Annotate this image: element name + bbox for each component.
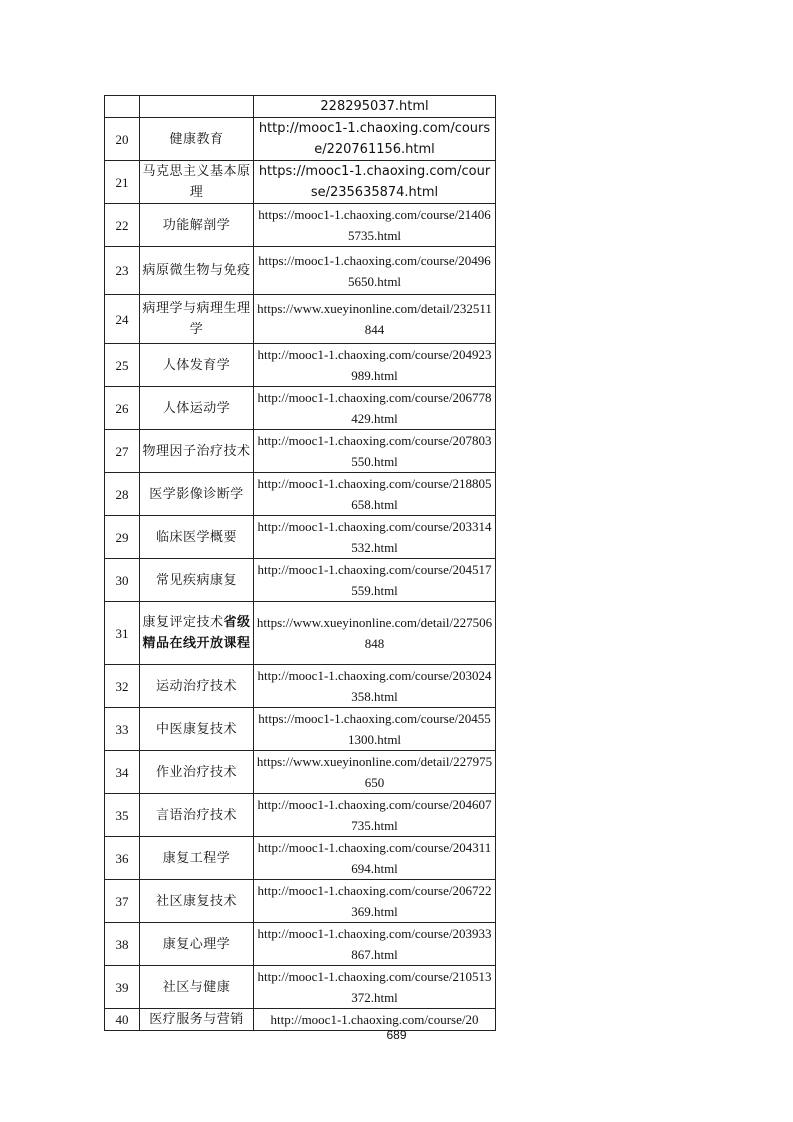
table-row xyxy=(105,923,496,966)
row-number: 38 xyxy=(105,923,140,966)
table-row xyxy=(105,751,496,794)
course-url: https://mooc1-1.chaoxing.com/course/214065735.html xyxy=(254,204,496,247)
row-number: 32 xyxy=(105,665,140,708)
table-row xyxy=(105,473,496,516)
course-name: 言语治疗技术 xyxy=(140,794,254,837)
table-row xyxy=(105,665,496,708)
page-number: 689 xyxy=(386,1028,407,1042)
row-number: 25 xyxy=(105,344,140,387)
course-url: https://www.xueyinonline.com/detail/227975650 xyxy=(254,751,496,794)
row-number: 34 xyxy=(105,751,140,794)
course-table xyxy=(104,95,496,1031)
row-number: 39 xyxy=(105,966,140,1009)
course-name: 临床医学概要 xyxy=(140,516,254,559)
course-name-bold: 省级精品在线开放课程 xyxy=(142,615,251,651)
course-name: 运动治疗技术 xyxy=(140,665,254,708)
course-url: https://www.xueyinonline.com/detail/227506848 xyxy=(254,602,496,665)
row-number: 37 xyxy=(105,880,140,923)
course-name: 人体发育学 xyxy=(140,344,254,387)
course-url: http://mooc1-1.chaoxing.com/course/210513372.html xyxy=(254,966,496,1009)
course-url: 228295037.html xyxy=(254,96,496,118)
course-name: 物理因子治疗技术 xyxy=(140,430,254,473)
course-name: 健康教育 xyxy=(140,118,254,161)
row-number: 40 xyxy=(105,1009,140,1031)
table-row xyxy=(105,966,496,1009)
course-name: 功能解剖学 xyxy=(140,204,254,247)
course-url: http://mooc1-1.chaoxing.com/course/207803550.html xyxy=(254,430,496,473)
table-row xyxy=(105,880,496,923)
course-name: 医疗服务与营销 xyxy=(140,1009,254,1031)
course-url: http://mooc1-1.chaoxing.com/course/204607735.html xyxy=(254,794,496,837)
row-number: 26 xyxy=(105,387,140,430)
table-row xyxy=(105,161,496,204)
row-number: 23 xyxy=(105,247,140,295)
course-url: http://mooc1-1.chaoxing.com/course/204311694.html xyxy=(254,837,496,880)
row-number: 22 xyxy=(105,204,140,247)
table-row xyxy=(105,118,496,161)
course-url: https://mooc1-1.chaoxing.com/course/235635874.html xyxy=(254,161,496,204)
row-number: 27 xyxy=(105,430,140,473)
course-url: https://www.xueyinonline.com/detail/232511844 xyxy=(254,295,496,344)
table-row xyxy=(105,708,496,751)
row-number: 29 xyxy=(105,516,140,559)
course-name: 康复心理学 xyxy=(140,923,254,966)
row-number: 36 xyxy=(105,837,140,880)
course-name: 马克思主义基本原理 xyxy=(140,161,254,204)
row-number xyxy=(105,96,140,118)
course-url: http://mooc1-1.chaoxing.com/course/218805658.html xyxy=(254,473,496,516)
row-number: 30 xyxy=(105,559,140,602)
course-url: https://mooc1-1.chaoxing.com/course/204965650.html xyxy=(254,247,496,295)
table-row xyxy=(105,204,496,247)
course-name xyxy=(140,96,254,118)
course-name: 常见疾病康复 xyxy=(140,559,254,602)
course-url: http://mooc1-1.chaoxing.com/course/203314532.html xyxy=(254,516,496,559)
course-name: 医学影像诊断学 xyxy=(140,473,254,516)
course-url: https://mooc1-1.chaoxing.com/course/204551300.html xyxy=(254,708,496,751)
table-row xyxy=(105,387,496,430)
row-number: 21 xyxy=(105,161,140,204)
course-name-plain: 康复评定技术 xyxy=(142,615,224,630)
course-name: 社区与健康 xyxy=(140,966,254,1009)
table-row xyxy=(105,247,496,295)
table-row xyxy=(105,295,496,344)
course-url: http://mooc1-1.chaoxing.com/course/206722369.html xyxy=(254,880,496,923)
course-name: 病理学与病理生理学 xyxy=(140,295,254,344)
course-name: 社区康复技术 xyxy=(140,880,254,923)
table-row xyxy=(105,344,496,387)
table-row xyxy=(105,559,496,602)
table-row xyxy=(105,516,496,559)
row-number: 20 xyxy=(105,118,140,161)
course-name: 中医康复技术 xyxy=(140,708,254,751)
course-url: http://mooc1-1.chaoxing.com/course/204517559.html xyxy=(254,559,496,602)
course-url: http://mooc1-1.chaoxing.com/course/20 xyxy=(254,1009,496,1031)
course-name xyxy=(140,602,254,665)
course-name: 作业治疗技术 xyxy=(140,751,254,794)
row-number: 35 xyxy=(105,794,140,837)
row-number: 24 xyxy=(105,295,140,344)
table-row xyxy=(105,837,496,880)
table-row xyxy=(105,96,496,118)
table-row xyxy=(105,430,496,473)
course-name: 康复工程学 xyxy=(140,837,254,880)
course-name: 病原微生物与免疫 xyxy=(140,247,254,295)
course-url: http://mooc1-1.chaoxing.com/course/220761156.html xyxy=(254,118,496,161)
course-url: http://mooc1-1.chaoxing.com/course/203024358.html xyxy=(254,665,496,708)
table-row xyxy=(105,602,496,665)
course-url: http://mooc1-1.chaoxing.com/course/204923989.html xyxy=(254,344,496,387)
table-row xyxy=(105,794,496,837)
course-url: http://mooc1-1.chaoxing.com/course/206778429.html xyxy=(254,387,496,430)
row-number: 31 xyxy=(105,602,140,665)
row-number: 28 xyxy=(105,473,140,516)
course-name: 人体运动学 xyxy=(140,387,254,430)
row-number: 33 xyxy=(105,708,140,751)
course-url: http://mooc1-1.chaoxing.com/course/203933867.html xyxy=(254,923,496,966)
